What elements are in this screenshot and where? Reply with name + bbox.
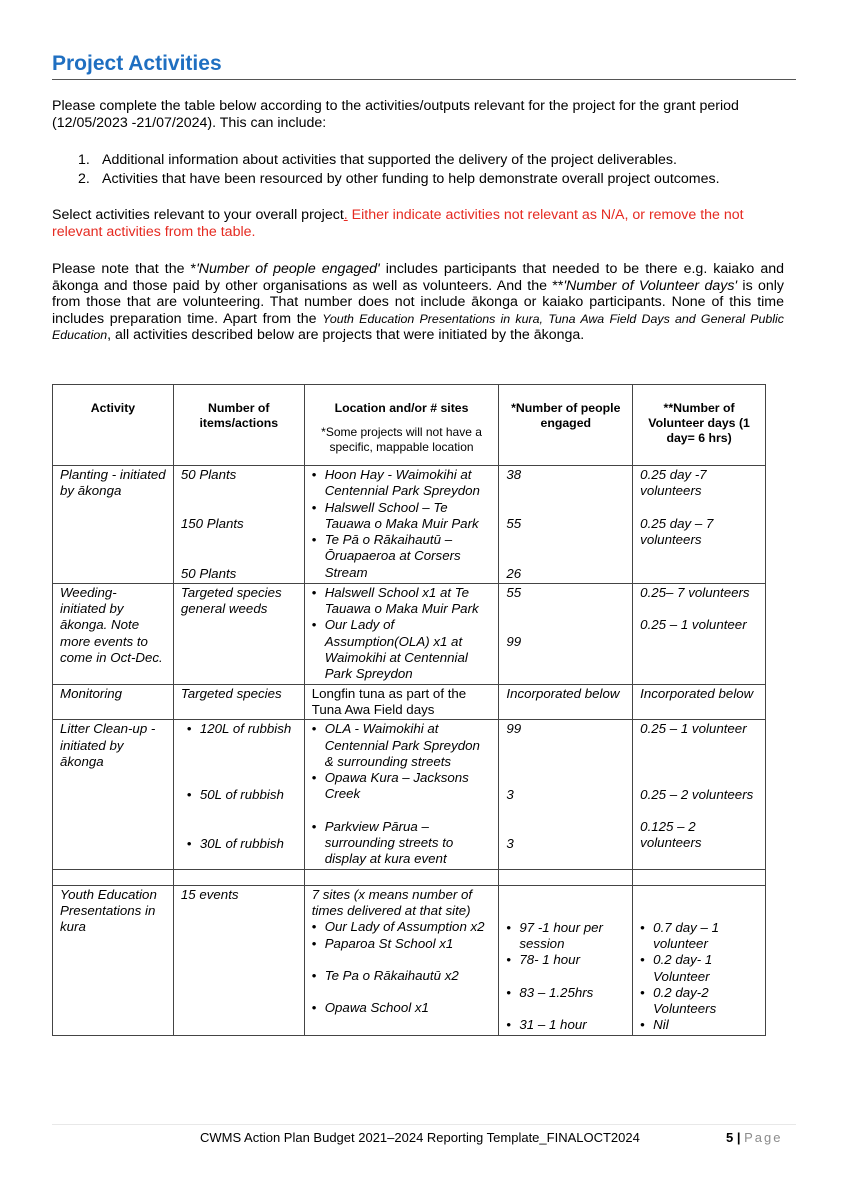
- volunteer-bullet: • 0.2 day-2 Volunteers: [640, 985, 758, 1018]
- cell-items: Targeted species: [173, 684, 304, 720]
- header-location: [304, 385, 499, 466]
- note-emphasis-1: 'Number of people engaged': [196, 261, 380, 277]
- volunteer-value: 0.25 – 1 volunteer: [640, 617, 747, 633]
- table-row: [53, 583, 766, 684]
- cell-items: 15 events: [173, 885, 304, 1035]
- footer-title: CWMS Action Plan Budget 2021–2024 Reporting Template_FINALOCT2024: [200, 1130, 640, 1145]
- heading-rule: [52, 79, 796, 80]
- table-row: [53, 684, 766, 720]
- cell-location: [304, 720, 499, 869]
- cell-volunteer: [633, 720, 766, 869]
- cell-people: [499, 885, 633, 1035]
- volunteer-value: 0.25 day – 7 volunteers: [640, 515, 714, 547]
- people-bullet: • 78- 1 hour: [506, 952, 625, 968]
- location-bullet: • Our Lady of Assumption x2: [312, 919, 492, 935]
- volunteer-value: 0.125 – 2 volunteers: [640, 818, 702, 851]
- volunteer-value: 0.25– 7 volunteers: [640, 584, 750, 600]
- people-value: 38: [506, 467, 522, 482]
- people-value: 26: [506, 565, 522, 581]
- header-volunteer: **Number of Volunteer days (1 day= 6 hrs): [633, 385, 766, 466]
- location-bullet: • OLA - Waimokihi at Centennial Park Spreydon & surrounding streets: [312, 721, 492, 770]
- people-bullet: • 31 – 1 hour: [506, 1017, 625, 1033]
- page-separator: |: [733, 1130, 745, 1145]
- volunteer-bullet: • 0.7 day – 1 volunteer: [640, 920, 758, 953]
- people-value: 99: [506, 634, 522, 650]
- location-bullet: • Halswell School – Te Tauawa o Maka Muir Park: [312, 500, 492, 533]
- cell-volunteer: [633, 583, 766, 684]
- location-bullet: • Te Pa o Rākaihautū x2: [312, 968, 492, 984]
- note-text-4: , all activities described below are projects that were initiated by the ākonga.: [107, 327, 585, 343]
- select-instruction: [52, 207, 784, 240]
- cell-location: [304, 583, 499, 684]
- volunteer-value: 0.25 – 2 volunteers: [640, 786, 754, 802]
- cell-items: [173, 720, 304, 869]
- cell-volunteer: [633, 466, 766, 584]
- cell-items: [173, 466, 304, 584]
- item-bullet: • 30L of rubbish: [187, 836, 297, 852]
- activities-table: [52, 384, 766, 1036]
- header-activity: Activity: [53, 385, 174, 466]
- list-number: 1.: [78, 152, 90, 168]
- note-text-2: includes participants that needed to be there e.g. kaiako and ākonga and those paid by other organisations as well as volunteers. And the **: [52, 261, 785, 294]
- item-bullet: • 120L of rubbish: [187, 721, 297, 737]
- volunteer-bullet: • Nil: [640, 1017, 758, 1033]
- list-text: Additional information about activities that supported the delivery of the project deliverables.: [102, 152, 677, 168]
- note-emphasis-2: 'Number of Volunteer days': [563, 277, 738, 294]
- note-text-3: is only from those that are volunteering. That number does not include ākonga or kaiako participants. None of this time includes preparation time. Apart from the: [52, 277, 784, 327]
- list-item: [78, 151, 798, 170]
- location-bullet: • Parkview Pārua – surrounding streets to display at kura event: [312, 819, 492, 868]
- footer-rule: [52, 1124, 796, 1125]
- list-text: Activities that have been resourced by other funding to help demonstrate overall project outcomes.: [102, 171, 720, 187]
- cell-people: Incorporated below: [499, 684, 633, 720]
- people-value: 99: [506, 721, 522, 737]
- people-value: 3: [506, 835, 514, 851]
- header-location-label: Location and/or # sites: [334, 401, 469, 415]
- location-bullet: • Halswell School x1 at Te Tauawa o Maka Muir Park: [312, 585, 492, 618]
- cell-activity: Planting - initiated by ākonga: [53, 466, 174, 584]
- note-paragraph: [52, 261, 784, 344]
- cell-activity: Monitoring: [53, 684, 174, 720]
- cell-location: [304, 466, 499, 584]
- cell-activity: Litter Clean-up - initiated by ākonga: [53, 720, 174, 869]
- header-people: *Number of people engaged: [499, 385, 633, 466]
- page-heading: Project Activities: [52, 52, 222, 75]
- table-row: [53, 466, 766, 584]
- location-bullet: • Hoon Hay - Waimokihi at Centennial Park Spreydon: [312, 467, 492, 500]
- table-spacer-row: [53, 869, 766, 885]
- cell-people: [499, 583, 633, 684]
- cell-activity: Youth Education Presentations in kura: [53, 885, 174, 1035]
- item-value: 50 Plants: [180, 467, 237, 482]
- item-value: 50 Plants: [180, 565, 237, 581]
- people-value: 55: [506, 516, 522, 532]
- cell-people: [499, 466, 633, 584]
- cell-activity: Weeding- initiated by ākonga. Note more events to come in Oct-Dec.: [53, 583, 174, 684]
- select-text: Select activities relevant to your overall project: [52, 207, 344, 223]
- people-value: 3: [506, 786, 514, 802]
- intro-paragraph: Please complete the table below according to the activities/outputs relevant for the project for the grant period (12/05/2023 -21/07/2024). This can include:: [52, 98, 739, 131]
- note-text-1: Please note that the *: [52, 261, 197, 277]
- header-items: Number of items/actions: [173, 385, 304, 466]
- list-item: [78, 170, 798, 189]
- people-bullet: • 83 – 1.25hrs: [506, 985, 625, 1001]
- location-intro: 7 sites (x means number of times delivered at that site): [311, 886, 473, 918]
- select-red-text: Either indicate activities not relevant as N/A, or remove the not relevant activities from the table.: [52, 207, 744, 240]
- location-bullet: • Opawa School x1: [312, 1000, 492, 1016]
- volunteer-value: 0.25 – 1 volunteer: [640, 721, 747, 737]
- people-bullet: • 97 -1 hour per session: [506, 920, 625, 953]
- cell-location: [304, 885, 499, 1035]
- item-bullet: • 50L of rubbish: [187, 787, 297, 803]
- table-row: [53, 885, 766, 1035]
- footer-page-number: [726, 1130, 782, 1145]
- table-row: [53, 720, 766, 869]
- cell-people: [499, 720, 633, 869]
- header-location-note: *Some projects will not have a specific, mappable location: [321, 425, 482, 454]
- page-number: 5: [726, 1130, 734, 1145]
- inclusion-list: [78, 151, 798, 189]
- location-bullet: • Te Pā o Rākaihautū – Ōruapaeroa at Corsers Stream: [312, 532, 492, 581]
- location-bullet: • Opawa Kura – Jacksons Creek: [312, 770, 492, 803]
- location-bullet: • Our Lady of Assumption(OLA) x1 at Waimokihi at Centennial Park Spreydon: [312, 617, 492, 682]
- cell-items: Targeted species general weeds: [173, 583, 304, 684]
- volunteer-bullet: • 0.2 day- 1 Volunteer: [640, 952, 758, 985]
- page-word: Page: [744, 1130, 783, 1145]
- people-value: 55: [506, 584, 522, 600]
- note-small-italic: Youth Education Presentations in kura, Tuna Awa Field Days and General Public Education: [52, 311, 784, 342]
- item-value: 150 Plants: [180, 516, 244, 532]
- volunteer-value: 0.25 day -7 volunteers: [640, 467, 707, 499]
- cell-volunteer: Incorporated below: [633, 684, 766, 720]
- location-bullet: • Paparoa St School x1: [312, 936, 492, 952]
- list-number: 2.: [78, 171, 90, 187]
- select-dot: .: [343, 207, 348, 223]
- cell-location: Longfin tuna as part of the Tuna Awa Field days: [304, 684, 499, 720]
- cell-volunteer: [633, 885, 766, 1035]
- table-header-row: [53, 385, 766, 466]
